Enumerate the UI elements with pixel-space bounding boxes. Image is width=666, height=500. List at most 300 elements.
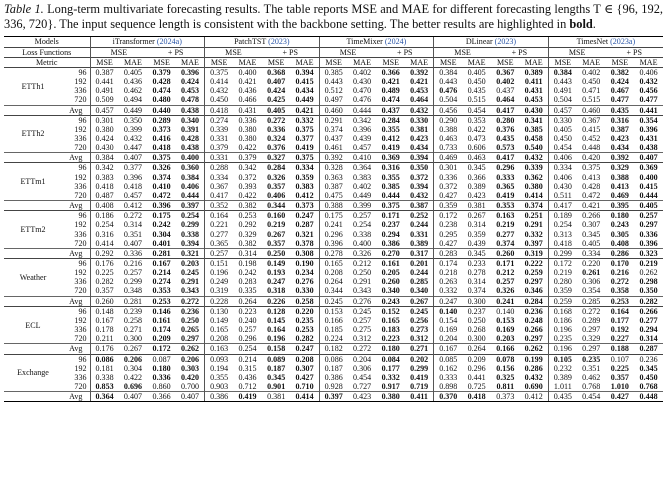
metric-value-cell: 0.407 [176,392,205,402]
metric-value-cell: 0.396 [147,201,176,211]
metric-value-cell: 0.214 [233,354,262,364]
metric-value-cell: 0.186 [548,316,577,325]
metric-value-cell: 0.249 [205,277,234,286]
metric-value-cell: 0.414 [524,190,543,200]
metric-value-cell: 0.190 [290,259,319,269]
metric-value-cell: 0.467 [610,86,629,96]
metric-value-cell: 0.172 [434,211,463,221]
metric-value-cell: 0.444 [348,105,377,115]
table-row [4,163,663,173]
metric-value-cell: 0.238 [434,220,463,229]
metric-label-cell: MAE [176,57,205,67]
metric-value-cell: 0.389 [520,67,549,77]
metric-value-cell: 0.386 [381,238,400,248]
metric-value-cell: 0.149 [205,316,234,325]
metric-value-cell: 0.274 [205,115,234,125]
metric-value-cell: 0.312 [410,334,429,344]
metric-value-cell: 0.386 [205,392,234,402]
metric-value-cell: 0.464 [410,95,429,105]
metric-value-cell: 0.417 [548,201,577,211]
metric-value-cell: 0.273 [410,325,429,335]
table-row [4,211,663,221]
table-row-average [4,105,663,115]
metric-value-cell: 0.733 [434,143,463,153]
metric-value-cell: 0.204 [348,354,377,364]
metric-value-cell: 0.307 [295,363,314,373]
metric-value-cell: 0.397 [524,238,543,248]
metric-value-cell: 0.248 [524,315,543,325]
metric-value-cell: 0.340 [176,115,205,125]
metric-value-cell: 0.186 [90,211,119,221]
metric-value-cell: 0.172 [548,259,577,269]
metric-value-cell: 0.917 [381,382,400,392]
metric-value-cell: 0.198 [233,259,262,269]
metric-value-cell: 0.374 [152,172,171,182]
metric-value-cell: 0.417 [491,105,520,115]
metric-value-cell: 0.277 [639,315,658,325]
metric-value-cell: 0.377 [119,163,148,173]
metric-value-cell: 0.196 [205,268,234,277]
metric-value-cell: 0.434 [295,86,314,96]
table-row-average [4,392,663,402]
loss-function-label: + PS [262,47,319,57]
metric-value-cell: 0.208 [290,354,319,364]
metric-value-cell: 0.339 [205,125,234,134]
metric-value-cell: 0.318 [267,286,286,296]
metric-value-cell: 0.405 [262,105,291,115]
metric-value-cell: 0.487 [90,191,119,201]
metric-value-cell: 0.444 [639,190,658,200]
metric-value-cell: 0.405 [119,67,148,77]
metric-value-cell: 0.169 [496,325,515,335]
metric-value-cell: 0.335 [238,286,257,296]
metric-value-cell: 0.424 [610,77,629,87]
metric-value-cell: 0.512 [319,86,348,95]
metric-value-cell: 0.316 [606,115,635,125]
metric-value-cell: 0.381 [262,392,291,402]
metric-label-cell: MAE [119,57,148,67]
metric-value-cell: 0.515 [467,95,486,105]
metric-value-cell: 0.351 [582,363,601,373]
metric-value-cell: 0.251 [520,211,549,221]
model-header: DLinear (2023) [434,37,549,47]
metric-value-cell: 0.084 [376,354,405,364]
metric-value-cell: 0.329 [238,229,257,239]
metric-value-cell: 0.412 [295,190,314,200]
metric-value-cell: 0.853 [90,382,119,392]
metric-value-cell: 0.321 [295,229,314,239]
metric-value-cell: 0.432 [524,372,543,382]
metric-value-cell: 0.247 [267,277,286,287]
dataset-name-spacer [4,105,62,115]
metric-value-cell: 0.383 [353,172,372,182]
metric-value-cell: 0.457 [353,143,372,153]
metric-value-cell: 0.354 [634,115,663,125]
metric-value-cell: 0.389 [467,181,486,191]
metric-value-cell: 0.710 [295,382,314,392]
metric-value-cell: 0.381 [462,201,491,211]
metric-value-cell: 0.264 [319,277,348,286]
metric-value-cell: 0.411 [405,392,434,402]
metric-value-cell: 0.196 [267,334,286,344]
metric-value-cell: 0.472 [582,190,601,200]
metric-value-cell: 0.407 [267,77,286,87]
metric-value-cell: 0.392 [405,67,434,77]
metric-value-cell: 0.358 [610,286,629,296]
dataset-name: ECL [4,306,62,344]
metric-value-cell: 0.164 [205,211,234,221]
metric-value-cell: 0.128 [262,306,291,316]
metric-value-cell: 0.428 [582,181,601,191]
metric-value-cell: 0.474 [152,86,171,96]
metric-value-cell: 0.374 [520,201,549,211]
metric-value-cell: 0.443 [319,77,348,86]
metric-value-cell: 0.448 [582,143,601,153]
metric-value-cell: 0.252 [405,211,434,221]
metric-value-cell: 0.450 [467,77,486,87]
metric-value-cell: 0.399 [348,201,377,211]
metric-label-cell: MAE [462,57,491,67]
metric-value-cell: 0.397 [319,392,348,402]
metric-value-cell: 0.245 [319,296,348,306]
metric-value-cell: 0.242 [238,268,257,278]
metric-value-cell: 0.435 [467,86,486,96]
metric-value-cell: 0.491 [90,86,119,95]
metric-value-cell: 0.292 [238,220,257,230]
metric-value-cell: 0.421 [290,105,319,115]
metric-value-cell: 0.288 [205,163,234,173]
metric-value-cell: 0.257 [353,315,372,325]
metric-value-cell: 0.375 [290,153,319,163]
metric-value-cell: 0.271 [405,344,434,354]
metric-value-cell: 0.454 [548,143,577,153]
metric-value-cell: 0.314 [467,277,486,287]
metric-value-cell: 0.421 [577,201,606,211]
loss-function-label: MSE [90,47,147,57]
metric-value-cell: 0.425 [267,95,286,105]
metric-value-cell: 0.419 [295,143,314,153]
dataset-name-spacer [4,153,62,163]
metric-value-cell: 0.396 [639,238,658,248]
horizon-label: 720 [74,95,87,105]
table-row-average [4,344,663,354]
metric-value-cell: 0.372 [238,172,257,182]
metric-value-cell: 0.271 [123,325,143,335]
table-row-average [4,296,663,306]
metric-value-cell: 0.296 [491,163,520,173]
horizon-label: 336 [74,277,87,287]
metric-value-cell: 0.247 [434,296,463,306]
metric-value-cell: 0.167 [90,316,119,325]
metric-value-cell: 0.380 [238,133,257,143]
metric-value-cell: 0.204 [434,334,463,344]
metric-value-cell: 0.274 [152,277,171,287]
metric-value-cell: 0.205 [381,268,400,278]
metric-value-cell: 0.338 [353,229,372,239]
metric-value-cell: 0.418 [123,181,143,191]
metric-value-cell: 0.292 [90,248,119,258]
metric-value-cell: 0.380 [524,181,543,191]
metric-value-cell: 0.474 [381,95,400,105]
horizon-label: 336 [74,229,87,239]
metric-value-cell: 0.389 [548,373,577,382]
dataset-name: ETTh1 [4,67,62,105]
metric-value-cell: 0.223 [233,306,262,316]
metric-value-cell: 0.405 [462,67,491,77]
metric-value-cell: 0.285 [410,277,429,287]
metric-value-cell: 0.272 [119,211,148,221]
metric-value-cell: 0.418 [205,105,234,115]
metric-value-cell: 1.011 [548,382,577,392]
metric-value-cell: 0.357 [610,372,629,382]
metric-value-cell: 0.330 [405,115,434,125]
metric-value-cell: 0.263 [434,277,463,286]
metric-value-cell: 0.380 [376,392,405,402]
metric-value-cell: 0.253 [295,325,314,335]
metric-value-cell: 0.158 [262,344,291,354]
metric-value-cell: 0.355 [205,373,234,382]
metric-value-cell: 0.394 [180,238,200,248]
metric-value-cell: 0.209 [462,354,491,364]
metric-value-cell: 0.413 [582,172,601,182]
metric-value-cell: 0.208 [205,334,234,344]
metric-value-cell: 0.436 [123,77,143,87]
average-label: Avg [62,344,90,354]
table-row [4,67,663,77]
metric-value-cell: 0.277 [205,230,234,239]
metric-value-cell: 0.406 [548,173,577,182]
metric-value-cell: 0.188 [606,344,635,354]
metric-value-cell: 0.260 [381,277,400,287]
metric-value-cell: 0.250 [467,315,486,325]
metric-value-cell: 0.469 [610,190,629,200]
metric-value-cell: 0.153 [319,306,348,316]
metric-value-cell: 0.130 [205,306,234,316]
metric-value-cell: 0.176 [90,259,119,269]
dataset-name: ETTm2 [4,211,62,249]
metric-value-cell: 0.431 [524,86,543,96]
metric-value-cell: 0.366 [147,392,176,402]
metric-value-cell: 0.208 [319,268,348,277]
metric-value-cell: 0.334 [205,173,234,182]
table-row [4,220,663,229]
table-row [4,277,663,286]
metric-value-cell: 0.405 [634,201,663,211]
metric-value-cell: 0.201 [405,259,434,269]
metric-value-cell: 0.257 [348,211,377,221]
metric-value-cell: 0.379 [233,153,262,163]
metric-value-cell: 0.400 [639,172,658,182]
table-row [4,259,663,269]
metric-value-cell: 0.221 [205,220,234,229]
table-row [4,286,663,296]
metric-value-cell: 0.328 [319,163,348,173]
metric-value-cell: 0.396 [123,172,143,182]
metric-value-cell: 0.160 [262,211,291,221]
metric-value-cell: 0.281 [119,296,148,306]
metric-value-cell: 0.388 [610,172,629,182]
metric-value-cell: 0.272 [610,277,629,287]
metric-value-cell: 0.316 [90,230,119,239]
metric-value-cell: 0.373 [290,201,319,211]
metric-value-cell: 0.314 [639,334,658,344]
metric-value-cell: 0.400 [353,238,372,248]
metric-value-cell: 0.297 [524,277,543,287]
metric-value-cell: 0.169 [434,325,463,334]
metric-value-cell: 0.243 [610,220,629,230]
metric-value-cell: 0.407 [119,153,148,163]
metric-value-cell: 0.166 [319,316,348,325]
metric-value-cell: 0.369 [634,163,663,173]
metric-value-cell: 0.388 [319,201,348,211]
caption-label: Table 1. [4,2,44,16]
metric-value-cell: 0.297 [180,334,200,344]
metric-value-cell: 0.430 [520,105,549,115]
metric-value-cell: 0.388 [434,125,463,134]
metric-value-cell: 0.257 [205,248,234,258]
metric-value-cell: 0.306 [582,277,601,287]
metric-value-cell: 0.362 [524,172,543,182]
metric-value-cell: 0.443 [548,77,577,86]
metric-value-cell: 0.450 [548,134,577,143]
metric-value-cell: 0.272 [577,306,606,316]
metric-value-cell: 0.087 [147,354,176,364]
metric-value-cell: 0.385 [319,67,348,77]
metric-value-cell: 0.262 [639,268,658,278]
metric-value-cell: 0.727 [353,382,372,392]
metric-value-cell: 0.151 [205,259,234,269]
metric-value-cell: 0.471 [582,86,601,96]
metric-value-cell: 0.244 [410,220,429,230]
metric-value-cell: 0.428 [152,77,171,87]
metric-value-cell: 0.305 [610,229,629,239]
metric-value-cell: 0.402 [577,67,606,77]
metric-value-cell: 0.152 [376,306,405,316]
table-row [4,316,663,325]
metric-value-cell: 0.203 [496,334,515,344]
metric-value-cell: 0.245 [180,268,200,278]
metric-value-cell: 0.161 [376,259,405,269]
metric-value-cell: 0.359 [434,201,463,211]
metric-value-cell: 0.375 [205,67,234,77]
metric-value-cell: 0.326 [267,172,286,182]
metric-value-cell: 0.161 [152,315,171,325]
metric-value-cell: 0.439 [467,238,486,248]
metric-value-cell: 0.326 [147,163,176,173]
metric-value-cell: 0.338 [180,229,200,239]
metric-value-cell: 0.261 [582,268,601,278]
metric-value-cell: 0.415 [639,181,658,191]
metric-value-cell: 0.299 [410,363,429,373]
metric-value-cell: 0.266 [634,306,663,316]
metric-value-cell: 0.343 [180,286,200,296]
metric-value-cell: 0.700 [180,382,200,392]
table-row-average [4,201,663,211]
metric-value-cell: 0.355 [381,172,400,182]
metric-value-cell: 0.350 [639,286,658,296]
table-row [4,325,663,334]
metric-value-cell: 0.928 [319,382,348,392]
metric-value-cell: 0.177 [381,363,400,373]
metric-value-cell: 0.449 [119,105,148,115]
dataset-name: Exchange [4,354,62,392]
average-label: Avg [62,296,90,306]
metric-value-cell: 0.460 [319,105,348,115]
metric-value-cell: 0.162 [434,364,463,373]
metric-value-cell: 0.327 [262,153,291,163]
metric-value-cell: 0.257 [496,277,515,287]
metric-value-cell: 0.345 [582,229,601,239]
metric-value-cell: 0.860 [152,382,171,392]
horizon-label: 336 [74,133,87,143]
average-label: Avg [62,392,90,402]
loss-function-label: MSE [548,47,605,57]
metric-value-cell: 0.408 [610,238,629,248]
metric-value-cell: 0.432 [123,133,143,143]
metric-value-cell: 0.462 [123,86,143,96]
metric-value-cell: 0.405 [582,238,601,248]
horizon-label: 720 [74,382,87,392]
dataset-name-spacer [4,344,62,354]
metric-value-cell: 0.394 [290,67,319,77]
model-header: TimeMixer (2024) [319,37,434,47]
dataset-name: ETTm1 [4,163,62,201]
metric-value-cell: 0.391 [180,124,200,134]
metric-value-cell: 0.380 [90,125,119,134]
metric-value-cell: 0.394 [410,181,429,191]
metric-value-cell: 0.402 [348,67,377,77]
metric-value-cell: 0.177 [610,315,629,325]
metric-value-cell: 0.299 [548,248,577,258]
metric-value-cell: 0.344 [319,286,348,296]
metric-value-cell: 0.430 [353,77,372,87]
metric-value-cell: 0.174 [434,259,463,269]
metric-value-cell: 0.387 [90,67,119,77]
metric-value-cell: 0.389 [410,238,429,248]
metric-value-cell: 0.432 [639,77,658,87]
metric-value-cell: 0.300 [123,334,143,344]
metric-value-cell: 0.453 [410,86,429,96]
metric-value-cell: 0.415 [582,124,601,134]
metric-value-cell: 0.901 [267,382,286,392]
metric-value-cell: 0.233 [462,259,491,269]
metric-value-cell: 0.380 [238,124,257,134]
metric-value-cell: 0.357 [267,238,286,248]
metric-value-cell: 0.299 [123,277,143,287]
metric-value-cell: 0.367 [491,67,520,77]
metric-value-cell: 0.478 [180,95,200,105]
metric-value-cell: 0.449 [295,95,314,105]
metric-value-cell: 0.405 [548,125,577,134]
metric-value-cell: 0.432 [410,190,429,200]
metric-value-cell: 0.407 [119,392,148,402]
table-row [4,230,663,239]
metric-value-cell: 0.373 [152,124,171,134]
metric-value-cell: 0.304 [152,229,171,239]
loss-function-label: + PS [147,47,204,57]
table-row [4,143,663,153]
metric-value-cell: 0.206 [119,354,148,364]
loss-functions-label: Loss Functions [4,47,90,57]
metric-value-cell: 0.434 [610,143,629,153]
metric-value-cell: 0.332 [524,229,543,239]
metric-value-cell: 0.306 [353,363,372,373]
metric-value-cell: 0.811 [496,382,515,392]
metric-value-cell: 0.470 [353,86,372,96]
metric-value-cell: 0.241 [319,220,348,229]
metric-label-cell: MAE [634,57,663,67]
metric-value-cell: 0.427 [434,191,463,201]
